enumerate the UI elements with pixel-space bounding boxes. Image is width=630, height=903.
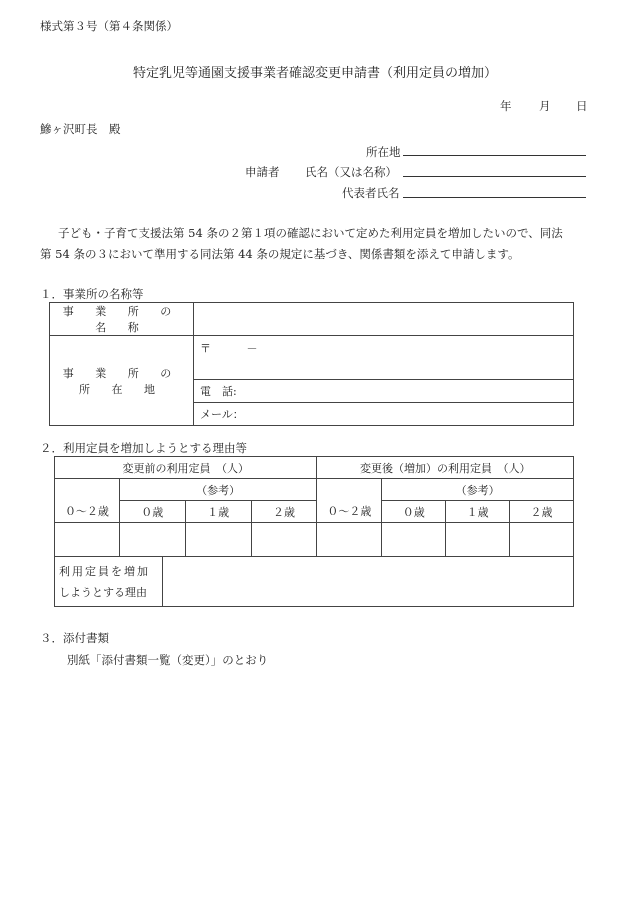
- date-year: 年: [500, 99, 512, 113]
- after-col-0-2: ０～２歳: [317, 501, 382, 523]
- after-col-0: ０歳: [382, 501, 446, 523]
- phone-field[interactable]: [194, 380, 574, 403]
- facility-table: [49, 302, 574, 426]
- reason-label: 利用定員を増加 しようとする理由: [55, 557, 163, 607]
- body-text-line1: 子ども・子育て支援法第 54 条の２第１項の確認において定めた利用定員を増加したいので、同法: [58, 226, 563, 240]
- before-value-0-2[interactable]: [55, 523, 120, 557]
- facility-name-label: 事 業 所 の 名 称: [50, 303, 194, 336]
- before-col-0: ０歳: [119, 501, 185, 523]
- postal-mark: 〒: [200, 342, 211, 355]
- before-col-2: ２歳: [251, 501, 317, 523]
- date-month: 月: [539, 99, 551, 113]
- reason-field[interactable]: [163, 557, 574, 607]
- before-col-0-2: ０～２歳: [55, 501, 120, 523]
- applicant-label: 申請者: [245, 165, 280, 179]
- addressee: 鰺ヶ沢町長 殿: [40, 122, 121, 136]
- before-value-2[interactable]: [251, 523, 317, 557]
- after-col-1: １歳: [446, 501, 510, 523]
- section3-heading: ３．添付書類: [40, 631, 109, 645]
- before-value-1[interactable]: [185, 523, 251, 557]
- page-title: 特定乳児等通園支援事業者確認変更申請書（利用定員の増加）: [132, 66, 497, 81]
- facility-location-label: 事 業 所 の 所 在 地: [50, 336, 194, 426]
- representative-label: 代表者氏名: [342, 186, 400, 200]
- facility-name-field[interactable]: [194, 303, 574, 336]
- name-field[interactable]: [403, 164, 586, 177]
- before-blank: [55, 479, 120, 501]
- after-col-2: ２歳: [510, 501, 574, 523]
- after-value-1[interactable]: [446, 523, 510, 557]
- attachments-text: 別紙「添付書類一覧（変更）」のとおり: [67, 653, 269, 667]
- section2-heading: ２．利用定員を増加しようとする理由等: [40, 441, 247, 455]
- body-text-line2: 第 54 条の３において準用する同法第 44 条の規定に基づき、関係書類を添えて申請します。: [40, 247, 520, 261]
- postal-address-field[interactable]: [194, 336, 574, 380]
- name-label: 氏名（又は名称）: [305, 165, 397, 179]
- representative-field[interactable]: [403, 185, 586, 198]
- after-blank: [317, 479, 382, 501]
- section1-heading: １．事業所の名称等: [40, 287, 144, 301]
- after-value-0[interactable]: [382, 523, 446, 557]
- date-day: 日: [576, 99, 588, 113]
- before-ref: （参考）: [119, 479, 317, 501]
- form-number: 様式第３号（第４条関係）: [40, 19, 178, 33]
- address-label: 所在地: [366, 145, 401, 159]
- phone-label: 電 話:: [200, 385, 237, 398]
- before-header: 変更前の利用定員 （人）: [55, 457, 317, 479]
- capacity-table: [54, 456, 574, 557]
- after-header: 変更後（増加）の利用定員 （人）: [317, 457, 574, 479]
- email-field[interactable]: [194, 403, 574, 426]
- email-label: メール：: [200, 408, 244, 421]
- address-field[interactable]: [403, 143, 586, 156]
- before-col-1: １歳: [185, 501, 251, 523]
- after-value-2[interactable]: [510, 523, 574, 557]
- reason-table: [54, 556, 574, 607]
- postal-dash: －: [246, 342, 258, 355]
- after-ref: （参考）: [382, 479, 574, 501]
- after-value-0-2[interactable]: [317, 523, 382, 557]
- before-value-0[interactable]: [119, 523, 185, 557]
